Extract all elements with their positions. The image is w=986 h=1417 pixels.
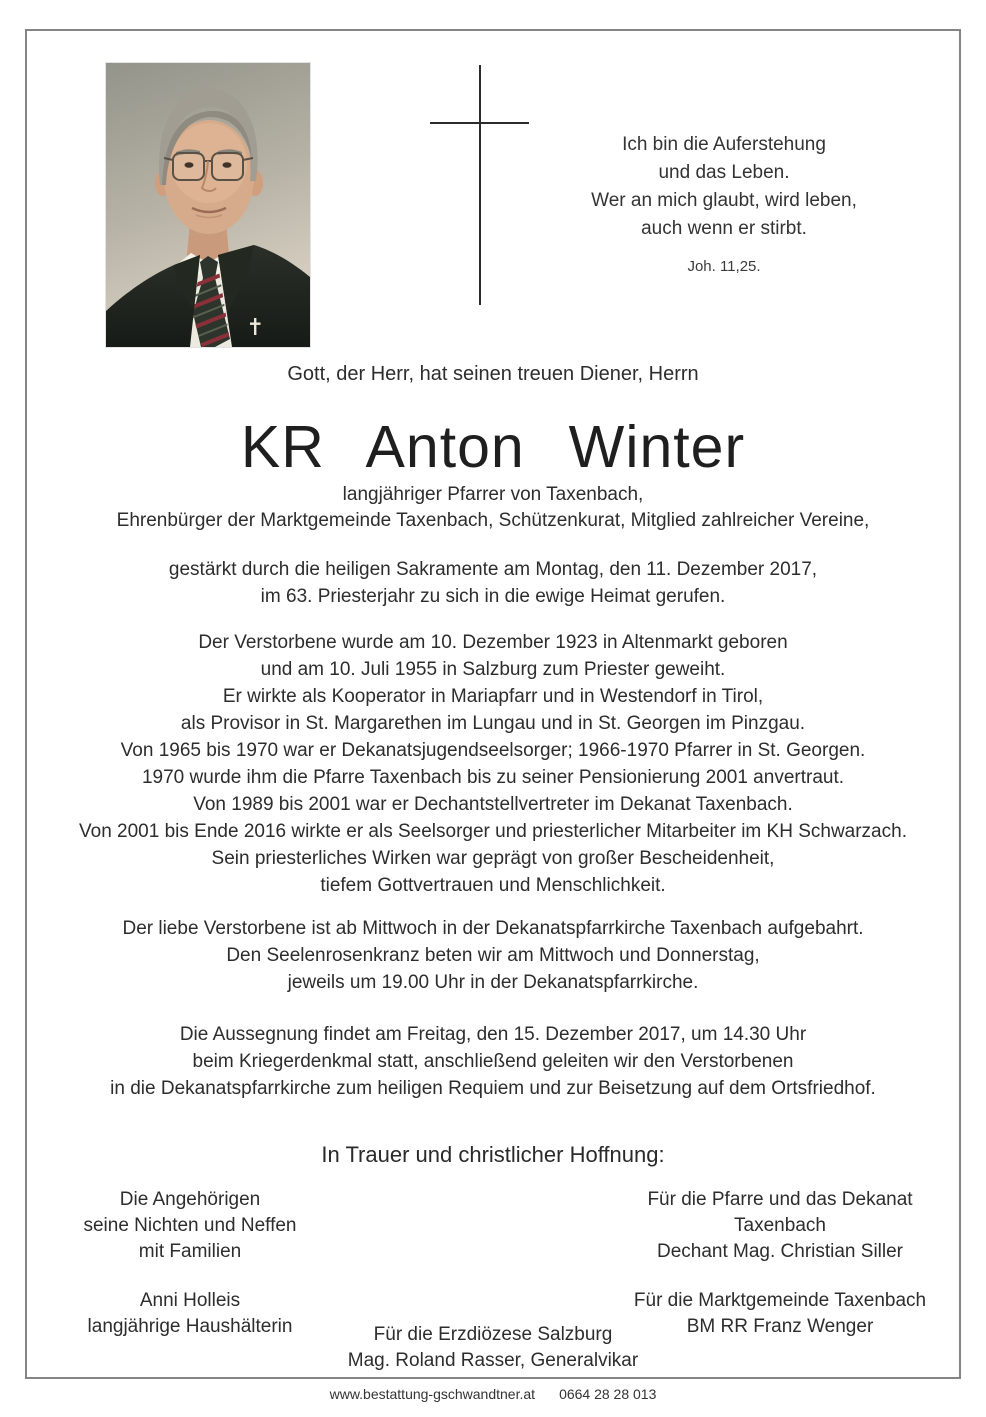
footer-phone: 0664 28 28 013: [559, 1386, 657, 1402]
footer: [0, 1386, 986, 1402]
mourners-housekeeper: Anni Holleis langjährige Haushälterin: [87, 1290, 293, 1337]
laying-out-notice: Der liebe Verstorbene ist ab Mittwoch in der Dekanatspfarrkirche Taxenbach aufgebahrt. Den Seelenrosenkranz beten wir am Mittwoch und Donnerstag, jeweils um 19.00 Uhr in der Dekanatspfarrkirche.: [122, 918, 864, 993]
scripture-quote: Ich bin die Auferstehung und das Leben. Wer an mich glaubt, wird leben, auch wenn er stirbt.: [591, 134, 857, 239]
portrait-illustration: [106, 63, 310, 347]
death-notice: gestärkt durch die heiligen Sakramente am Montag, den 11. Dezember 2017, im 63. Priesterjahr zu sich in die ewige Heimat gerufen.: [168, 559, 818, 607]
mourners-family: Die Angehörigen seine Nichten und Neffen mit Familien: [83, 1189, 297, 1262]
closing-line: In Trauer und christlicher Hoffnung:: [321, 1142, 665, 1167]
deceased-titles: langjähriger Pfarrer von Taxenbach, Ehrenbürger der Marktgemeinde Taxenbach, Schützenkurat, Mitglied zahlreicher Vereine,: [116, 484, 870, 531]
cross-icon: [428, 59, 532, 314]
funeral-notice: Die Aussegnung findet am Freitag, den 15. Dezember 2017, um 14.30 Uhr beim Kriegerdenkmal statt, anschließend geleiten wir den Verstorbenen in die Dekanatspfarrkirche zum heiligen Requiem und zur Beisetzung auf dem Ortsfriedhof.: [110, 1024, 876, 1099]
mourners-municipality: Für die Marktgemeinde Taxenbach BM RR Franz Wenger: [633, 1290, 927, 1337]
footer-website: www.bestattung-gschwandtner.at: [329, 1386, 536, 1402]
portrait-photo: [106, 63, 310, 347]
mourners-parish: Für die Pfarre und das Dekanat Taxenbach Dechant Mag. Christian Siller: [647, 1189, 913, 1262]
biography: Der Verstorbene wurde am 10. Dezember 1923 in Altenmarkt geboren und am 10. Juli 1955 in Salzburg zum Priester geweiht. Er wirkte als Kooperator in Mariapfarr und in Westendorf in Tirol, als Provisor in St. Margarethen im Lungau und in St. Georgen im Pinzgau. Von 1965 bis 1970 war er Dekanatsjugendseelsorger; 1966-1970 Pfarrer in St. Georgen. 1970 wurde ihm die Pfarre Taxenbach bis zu seiner Pensionierung 2001 anvertraut. Von 1989 bis 2001 war er Dechantstellvertreter im Dekanat Taxenbach. Von 2001 bis Ende 2016 wirkte er als Seelsorger und priesterlicher Mitarbeiter im KH Schwarzach. Sein priesterliches Wirken war geprägt von großer Bescheidenheit, tiefem Gottvertrauen und Menschlichkeit.: [79, 632, 907, 896]
scripture-reference: Joh. 11,25.: [687, 258, 761, 275]
deceased-name: KR Anton Winter: [240, 414, 746, 480]
mourners-archdiocese: Für die Erzdiözese Salzburg Mag. Roland Rasser, Generalvikar: [347, 1324, 639, 1371]
intro-line: Gott, der Herr, hat seinen treuen Diener, Herrn: [287, 363, 699, 385]
